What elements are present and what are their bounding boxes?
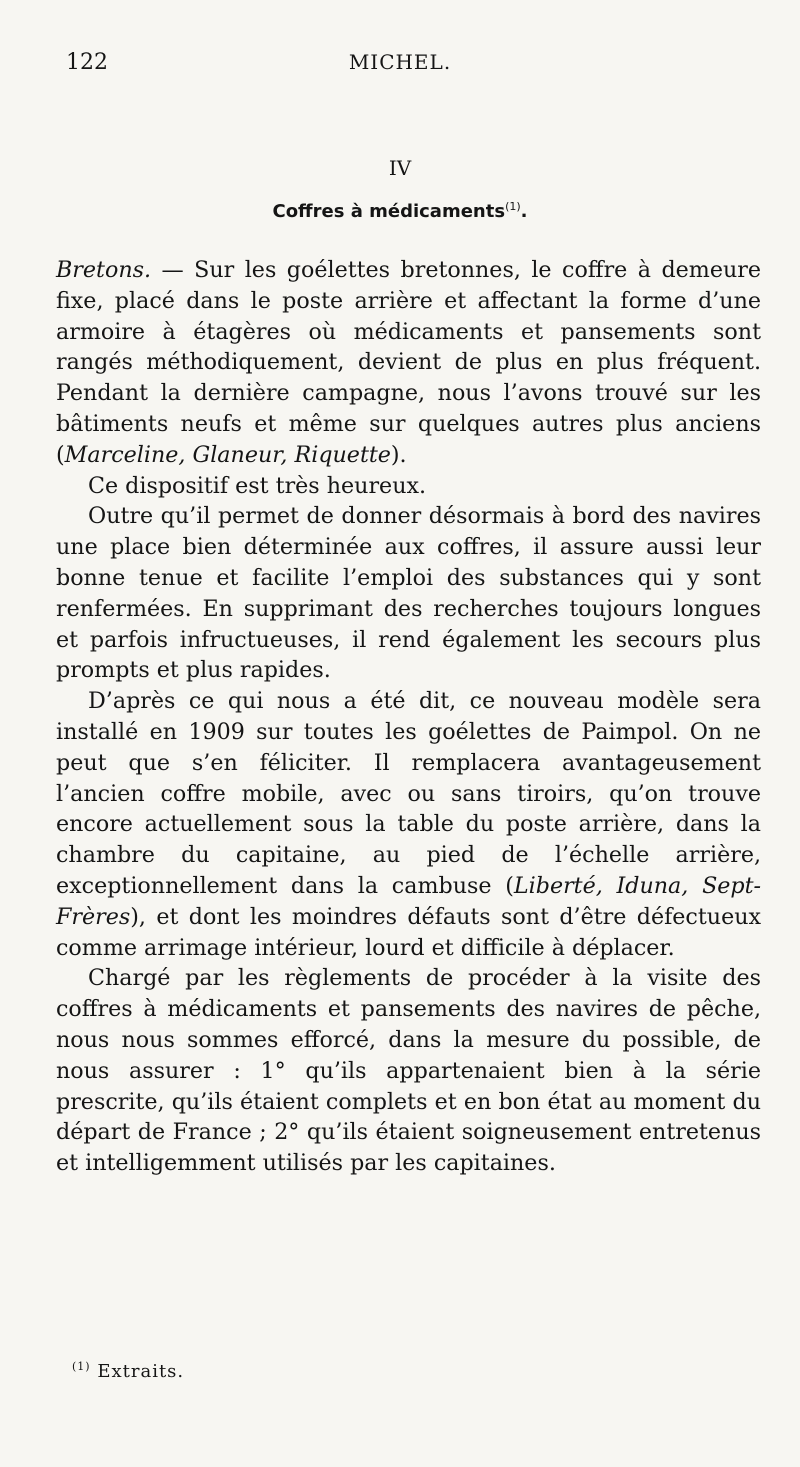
body-text bbox=[56, 255, 761, 1179]
ship-names: Liberté, Iduna, Sept-Frères bbox=[56, 872, 762, 930]
running-head: MICHEL. bbox=[348, 50, 452, 74]
paragraph-nouveau-modele bbox=[56, 686, 761, 963]
section-title-period: . bbox=[520, 201, 528, 222]
footnote-text: Extraits. bbox=[97, 1361, 185, 1382]
footnote-marker: (1) bbox=[72, 1360, 91, 1373]
paragraph-lead: Bretons. bbox=[56, 257, 152, 283]
ship-names: Marceline, Glaneur, Riquette bbox=[64, 441, 391, 468]
paragraph-text: D’après ce qui nous a été dit, ce nouveau modèle sera installé en 1909 sur toutes les goélettes de Paimpol. On ne peut que s’en féliciter. Il remplacera avantageusement l’ancien coffre mobile, avec ou sans tiroirs, qu’on trouve encore actuellement sous la table du poste arrière, dans la chambre du capitaine, au pied de l’échelle arrière, exceptionnellement dans la cambuse ( bbox=[56, 688, 761, 899]
paragraph-text: ). bbox=[390, 441, 407, 468]
section-title bbox=[0, 200, 800, 222]
page-number: 122 bbox=[66, 50, 108, 75]
paragraph-visite: Chargé par les règlements de procéder à la visite des coffres à médicaments et pansements des navires de pêche, nous nous sommes efforcé, dans la mesure du possible, de nous assurer : 1° qu’ils appartenaient bien à la série prescrite, qu’ils étaient complets et en bon état au moment du départ de France ; 2° qu’ils étaient soigneusement entretenus et intelligemment utilisés par les capitaines. bbox=[56, 965, 761, 1177]
paragraph-bretons bbox=[56, 255, 761, 471]
page-header bbox=[62, 50, 738, 82]
paragraph-dispositif: Ce dispositif est très heureux. bbox=[88, 472, 427, 499]
paragraph-outre: Outre qu’il permet de donner désormais à bord des navires une place bien déterminée aux coffres, il assure aussi leur bonne tenue et facilite l’emploi des substances qui y sont renfermées. En supprimant des recherches toujours longues et parfois infructueuses, il rend également les secours plus prompts et plus rapides. bbox=[56, 503, 761, 684]
footnote-reference: (1) bbox=[505, 200, 521, 213]
footnote bbox=[72, 1360, 184, 1382]
section-title-text: Coffres à médicaments bbox=[272, 201, 506, 222]
paragraph-text: ), et dont les moindres défauts sont d’être défectueux comme arrimage intérieur, lourd et difficile à déplacer. bbox=[56, 903, 761, 961]
section-number: IV bbox=[388, 156, 412, 180]
paragraph-text: — Sur les goélettes bretonnes, le coffre à demeure fixe, placé dans le poste arrière et affectant la forme d’une armoire à étagères où médicaments et pansements sont rangés méthodiquement, devient de plus en plus fréquent. Pendant la dernière campagne, nous l’avons trouvé sur les bâtiments neufs et même sur quelques autres plus anciens ( bbox=[56, 257, 761, 468]
